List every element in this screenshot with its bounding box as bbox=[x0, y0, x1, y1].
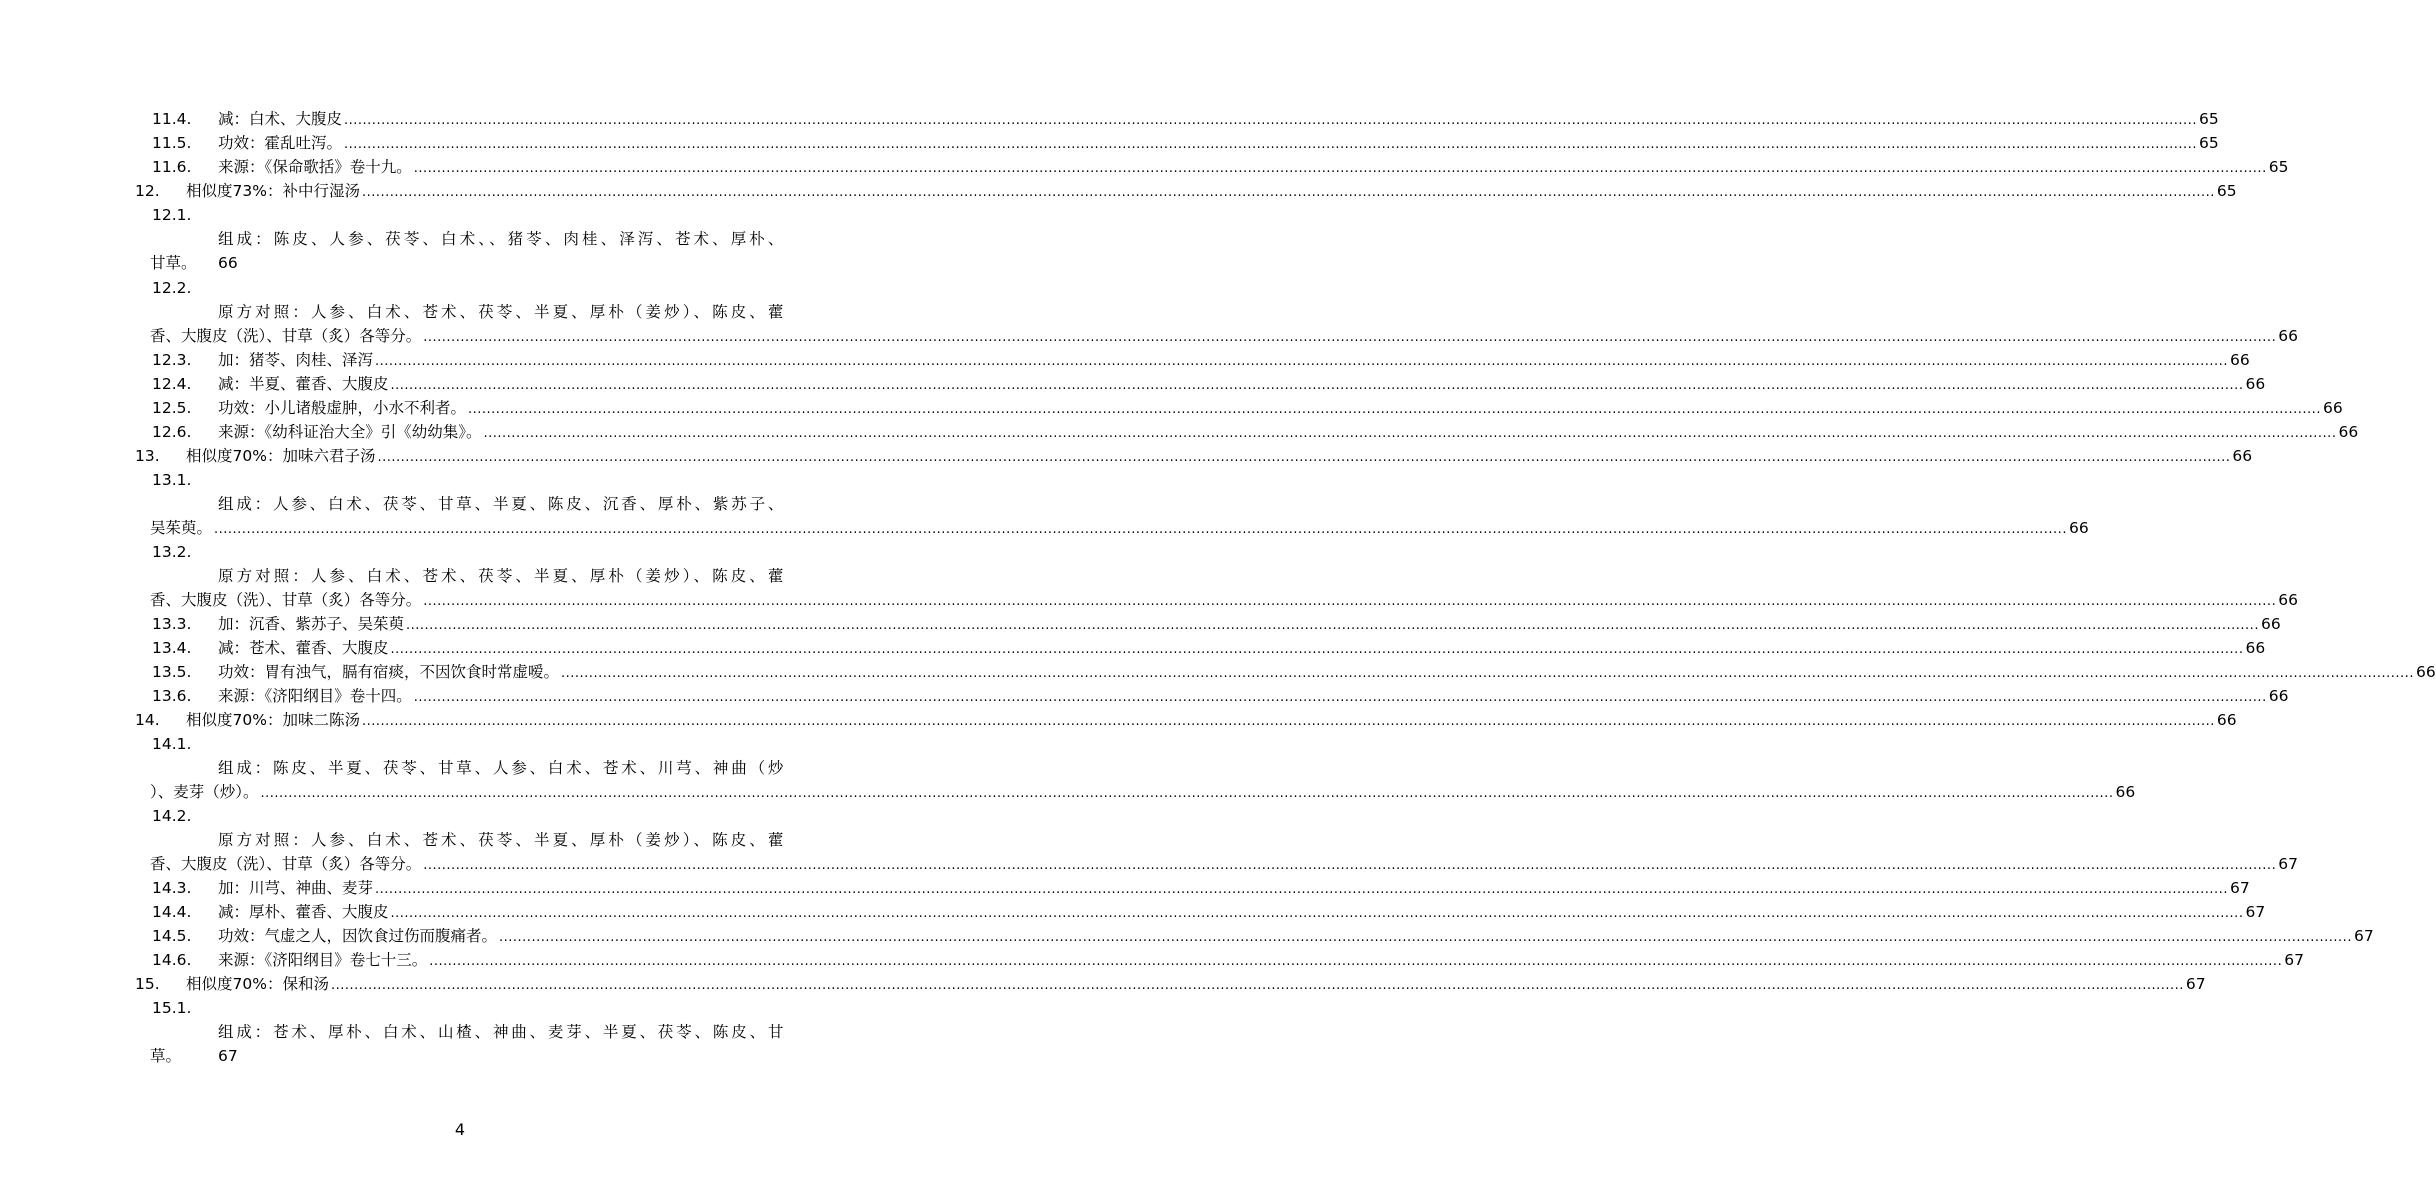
toc-page-number: 66 bbox=[2245, 375, 2266, 393]
toc-entry[interactable] bbox=[0, 972, 2206, 996]
toc-entry[interactable] bbox=[0, 348, 2250, 372]
toc-entry-line bbox=[218, 155, 2289, 181]
toc-entry[interactable] bbox=[0, 900, 2266, 924]
toc-entry-number: 13.3. bbox=[152, 615, 192, 633]
toc-entry-number: 11.5. bbox=[152, 134, 192, 152]
toc-entry-title: 组成：陈皮、半夏、茯苓、甘草、人参、白术、苍术、川芎、神曲（炒 bbox=[218, 759, 784, 777]
toc-entry[interactable] bbox=[0, 636, 2266, 660]
toc-entry-number: 12.2. bbox=[152, 279, 192, 297]
toc-entry[interactable] bbox=[0, 708, 2237, 732]
toc-entry[interactable] bbox=[0, 588, 2298, 612]
toc-entry[interactable] bbox=[0, 203, 920, 227]
toc-entry[interactable] bbox=[0, 828, 920, 852]
toc-page-number: 66 bbox=[2278, 591, 2298, 609]
toc-entry[interactable] bbox=[0, 468, 920, 492]
toc-entry-line bbox=[218, 684, 2289, 710]
toc-page-number: 66 bbox=[2415, 663, 2436, 681]
toc-entry-title: 加：沉香、紫苏子、吴茱萸 bbox=[218, 615, 405, 633]
toc-entry-number: 13.1. bbox=[152, 471, 192, 489]
toc-entry-title: 相似度70%：加味二陈汤 bbox=[186, 711, 360, 729]
toc-entry-line bbox=[186, 179, 2237, 205]
dot-leader: ................................................................................................................................................................................................................................................................................................................................................................................................................ bbox=[561, 666, 2414, 681]
toc-entry-line bbox=[218, 876, 2250, 902]
toc-entry-line bbox=[218, 420, 2359, 446]
toc-entry-number: 13.2. bbox=[152, 543, 192, 561]
toc-entry[interactable] bbox=[0, 227, 920, 251]
dot-leader: ................................................................................................................................................................................................................................................................................................................................................................................................................ bbox=[344, 137, 2197, 152]
dot-leader: ................................................................................................................................................................................................................................................................................................................................................................................................................ bbox=[423, 858, 2277, 873]
toc-entry[interactable] bbox=[0, 516, 2089, 540]
toc-entry-title: 功效：胃有浊气，膈有宿痰，不因饮食时常虚嗳。 bbox=[218, 663, 560, 681]
toc-entry-title: 相似度70%：加味六君子汤 bbox=[186, 447, 376, 465]
toc-entry-title: 组成：陈皮、人参、茯苓、白术、、猪苓、肉桂、泽泻、苍术、厚朴、 bbox=[218, 230, 784, 248]
toc-entry-line bbox=[218, 372, 2266, 398]
toc-page-number: 65 bbox=[2216, 182, 2237, 200]
toc-entry-title: 原方对照：人参、白术、苍术、茯苓、半夏、厚朴（姜炒）、陈皮、藿 bbox=[218, 567, 784, 585]
toc-entry-title: 功效：霍乱吐泻。 bbox=[218, 134, 343, 152]
toc-entry[interactable] bbox=[0, 732, 920, 756]
toc-entry-number: 11.4. bbox=[152, 110, 192, 128]
toc-entry[interactable] bbox=[0, 372, 2266, 396]
toc-page-number: 67 bbox=[2185, 975, 2206, 993]
toc-entry-line bbox=[218, 636, 2266, 662]
toc-entry-number: 14.2. bbox=[152, 807, 192, 825]
toc-entry-title: 加：川芎、神曲、麦芽 bbox=[218, 879, 374, 897]
toc-page-number: 67 bbox=[2284, 951, 2304, 969]
toc-entry[interactable] bbox=[0, 251, 920, 275]
toc-entry[interactable] bbox=[0, 756, 920, 780]
dot-leader: ................................................................................................................................................................................................................................................................................................................................................................................................................ bbox=[499, 930, 2352, 945]
toc-entry-title-continued: 香、大腹皮（洗）、甘草（炙）各等分。 bbox=[150, 591, 422, 609]
toc-entry-title-continued: 甘草。 bbox=[150, 254, 197, 272]
toc-entry-number: 13. bbox=[135, 447, 160, 465]
toc-entry-title-continued: 草。 bbox=[150, 1047, 182, 1065]
toc-entry[interactable] bbox=[0, 684, 2289, 708]
toc-entry[interactable] bbox=[0, 564, 920, 588]
dot-leader: ................................................................................................................................................................................................................................................................................................................................................................................................................ bbox=[361, 185, 2215, 200]
toc-entry-line bbox=[186, 708, 2237, 734]
toc-page-number: 66 bbox=[2115, 783, 2136, 801]
toc-entry[interactable] bbox=[0, 276, 920, 300]
toc-entry-title-continued: 吴茱萸。 bbox=[150, 519, 213, 537]
toc-entry[interactable] bbox=[0, 324, 2298, 348]
toc-entry[interactable] bbox=[0, 1044, 920, 1068]
toc-entry[interactable] bbox=[0, 660, 2436, 684]
dot-leader: ................................................................................................................................................................................................................................................................................................................................................................................................................ bbox=[423, 330, 2277, 345]
toc-entry-number: 12.4. bbox=[152, 375, 192, 393]
toc-page-number: 67 bbox=[2278, 855, 2298, 873]
dot-leader: ................................................................................................................................................................................................................................................................................................................................................................................................................ bbox=[375, 354, 2228, 369]
toc-page-number: 67 bbox=[2353, 927, 2374, 945]
toc-entry-number: 15.1. bbox=[152, 999, 192, 1017]
toc-page-number: 66 bbox=[2278, 327, 2298, 345]
toc-entry-number: 14.1. bbox=[152, 735, 192, 753]
toc-entry-line bbox=[150, 588, 2298, 614]
toc-page-number: 66 bbox=[2232, 447, 2253, 465]
toc-entry-number: 13.6. bbox=[152, 687, 192, 705]
toc-entry[interactable] bbox=[0, 876, 2250, 900]
toc-entry-title: 加：猪苓、肉桂、泽泻 bbox=[218, 351, 374, 369]
dot-leader: ................................................................................................................................................................................................................................................................................................................................................................................................................ bbox=[214, 522, 2067, 537]
toc-entry-title: 来源：《幼科证治大全》引《幼幼集》。 bbox=[218, 423, 482, 441]
toc-entry[interactable] bbox=[0, 996, 920, 1020]
toc-entry-number: 14.5. bbox=[152, 927, 192, 945]
toc-entry-number: 12.6. bbox=[152, 423, 192, 441]
toc-entry-number: 11.6. bbox=[152, 158, 192, 176]
toc-entry-title: 来源：《保命歌括》卷十九。 bbox=[218, 158, 412, 176]
toc-entry[interactable] bbox=[0, 396, 2343, 420]
toc-entry-line bbox=[150, 516, 2089, 542]
toc-entry-title: 组成：人参、白术、茯苓、甘草、半夏、陈皮、沉香、厚朴、紫苏子、 bbox=[218, 495, 784, 513]
toc-entry-number: 12.3. bbox=[152, 351, 192, 369]
toc-entry[interactable] bbox=[0, 1020, 920, 1044]
toc-entry-line bbox=[218, 131, 2219, 157]
toc-entry-title-continued: 香、大腹皮（洗）、甘草（炙）各等分。 bbox=[150, 855, 422, 873]
toc-page-number: 66 bbox=[2245, 639, 2266, 657]
dot-leader: ................................................................................................................................................................................................................................................................................................................................................................................................................ bbox=[377, 450, 2231, 465]
toc-page-number: 66 bbox=[2229, 351, 2250, 369]
toc-entry[interactable] bbox=[0, 131, 2219, 155]
toc-entry-line bbox=[218, 396, 2343, 422]
dot-leader: ................................................................................................................................................................................................................................................................................................................................................................................................................ bbox=[413, 690, 2267, 705]
toc-entry[interactable] bbox=[0, 924, 2374, 948]
toc-entry-title: 原方对照：人参、白术、苍术、茯苓、半夏、厚朴（姜炒）、陈皮、藿 bbox=[218, 303, 784, 321]
toc-entry-title: 相似度73%：补中行湿汤 bbox=[186, 182, 360, 200]
toc-entry-line bbox=[218, 348, 2250, 374]
toc-entry-title: 功效：小儿诸般虚肿，小水不利者。 bbox=[218, 399, 467, 417]
toc-page-number: 66 bbox=[2322, 399, 2343, 417]
toc-page-number: 66 bbox=[2338, 423, 2359, 441]
toc-entry[interactable] bbox=[0, 540, 920, 564]
toc-page-number: 67 bbox=[2245, 903, 2266, 921]
dot-leader: ................................................................................................................................................................................................................................................................................................................................................................................................................ bbox=[429, 954, 2283, 969]
toc-entry[interactable] bbox=[0, 107, 2219, 131]
toc-entry-line bbox=[218, 900, 2266, 926]
toc-entry-line bbox=[218, 660, 2436, 686]
toc-entry-title-continued: 香、大腹皮（洗）、甘草（炙）各等分。 bbox=[150, 327, 422, 345]
toc-entry[interactable] bbox=[0, 444, 2253, 468]
toc-page-number: 65 bbox=[2268, 158, 2289, 176]
toc-entry[interactable] bbox=[0, 852, 2298, 876]
dot-leader: ................................................................................................................................................................................................................................................................................................................................................................................................................ bbox=[423, 594, 2277, 609]
toc-page-number: 66 bbox=[2268, 687, 2289, 705]
toc-entry-number: 15. bbox=[135, 975, 160, 993]
toc-entry-number: 14.3. bbox=[152, 879, 192, 897]
dot-leader: ................................................................................................................................................................................................................................................................................................................................................................................................................ bbox=[390, 642, 2244, 657]
toc-entry-title: 减：厚朴、藿香、大腹皮 bbox=[218, 903, 389, 921]
toc-entry-number: 12.5. bbox=[152, 399, 192, 417]
toc-entry-number: 14.4. bbox=[152, 903, 192, 921]
dot-leader: ................................................................................................................................................................................................................................................................................................................................................................................................................ bbox=[468, 402, 2321, 417]
toc-entry-title: 来源：《济阳纲目》卷七十三。 bbox=[218, 951, 428, 969]
toc-entry-line bbox=[218, 107, 2219, 133]
toc-entry-line bbox=[218, 924, 2374, 950]
toc-page-number: 66 bbox=[2216, 711, 2237, 729]
toc-entry-title: 减：苍术、藿香、大腹皮 bbox=[218, 639, 389, 657]
toc-entry-number: 13.5. bbox=[152, 663, 192, 681]
toc-entry-title: 减：白术、大腹皮 bbox=[218, 110, 343, 128]
dot-leader: ................................................................................................................................................................................................................................................................................................................................................................................................................ bbox=[330, 978, 2184, 993]
toc-entry-title-continued: ）、麦芽（炒）。 bbox=[150, 783, 259, 801]
toc-page-number: 66 bbox=[2068, 519, 2089, 537]
toc-entry-line bbox=[218, 612, 2281, 638]
dot-leader: ................................................................................................................................................................................................................................................................................................................................................................................................................ bbox=[390, 378, 2244, 393]
dot-leader: ................................................................................................................................................................................................................................................................................................................................................................................................................ bbox=[344, 113, 2197, 128]
toc-entry-title: 原方对照：人参、白术、苍术、茯苓、半夏、厚朴（姜炒）、陈皮、藿 bbox=[218, 831, 784, 849]
toc-entry-number: 12. bbox=[135, 182, 160, 200]
toc-entry[interactable] bbox=[0, 155, 2289, 179]
dot-leader: ................................................................................................................................................................................................................................................................................................................................................................................................................ bbox=[406, 618, 2259, 633]
toc-entry-line bbox=[218, 948, 2304, 974]
toc-page-number: 67 bbox=[218, 1047, 238, 1065]
toc-entry-line bbox=[150, 780, 2136, 806]
toc-entry-line bbox=[150, 324, 2298, 350]
toc-entry-number: 14.6. bbox=[152, 951, 192, 969]
toc-page-number: 67 bbox=[2229, 879, 2250, 897]
dot-leader: ................................................................................................................................................................................................................................................................................................................................................................................................................ bbox=[483, 426, 2337, 441]
toc-page-number: 66 bbox=[2260, 615, 2281, 633]
dot-leader: ................................................................................................................................................................................................................................................................................................................................................................................................................ bbox=[390, 906, 2244, 921]
toc-entry[interactable] bbox=[0, 612, 2281, 636]
toc-entry-number: 13.4. bbox=[152, 639, 192, 657]
toc-entry[interactable] bbox=[0, 948, 2304, 972]
toc-entry-title: 相似度70%：保和汤 bbox=[186, 975, 329, 993]
toc-page-number: 65 bbox=[2198, 110, 2219, 128]
toc-entry-title: 减：半夏、藿香、大腹皮 bbox=[218, 375, 389, 393]
toc-entry-number: 14. bbox=[135, 711, 160, 729]
toc-entry[interactable] bbox=[0, 804, 920, 828]
toc-entry[interactable] bbox=[0, 420, 2359, 444]
toc-entry-title: 功效：气虚之人，因饮食过伤而腹痛者。 bbox=[218, 927, 498, 945]
toc-entry-number: 12.1. bbox=[152, 206, 192, 224]
dot-leader: ................................................................................................................................................................................................................................................................................................................................................................................................................ bbox=[375, 882, 2228, 897]
toc-entry-title: 来源：《济阳纲目》卷十四。 bbox=[218, 687, 412, 705]
toc-entry-line bbox=[150, 852, 2298, 878]
toc-entry[interactable] bbox=[0, 179, 2237, 203]
toc-entry-line bbox=[186, 444, 2253, 470]
dot-leader: ................................................................................................................................................................................................................................................................................................................................................................................................................ bbox=[361, 714, 2215, 729]
toc-entry[interactable] bbox=[0, 300, 920, 324]
toc-page-number: 65 bbox=[2198, 134, 2219, 152]
dot-leader: ................................................................................................................................................................................................................................................................................................................................................................................................................ bbox=[413, 161, 2267, 176]
toc-entry[interactable] bbox=[0, 492, 920, 516]
toc-entry-line bbox=[186, 972, 2206, 998]
page-number: 4 bbox=[454, 1120, 466, 1139]
toc-entry[interactable] bbox=[0, 780, 2136, 804]
dot-leader: ................................................................................................................................................................................................................................................................................................................................................................................................................ bbox=[260, 786, 2114, 801]
toc-page-number: 66 bbox=[218, 254, 238, 272]
toc-entry-title: 组成：苍术、厚朴、白术、山楂、神曲、麦芽、半夏、茯苓、陈皮、甘 bbox=[218, 1023, 784, 1041]
